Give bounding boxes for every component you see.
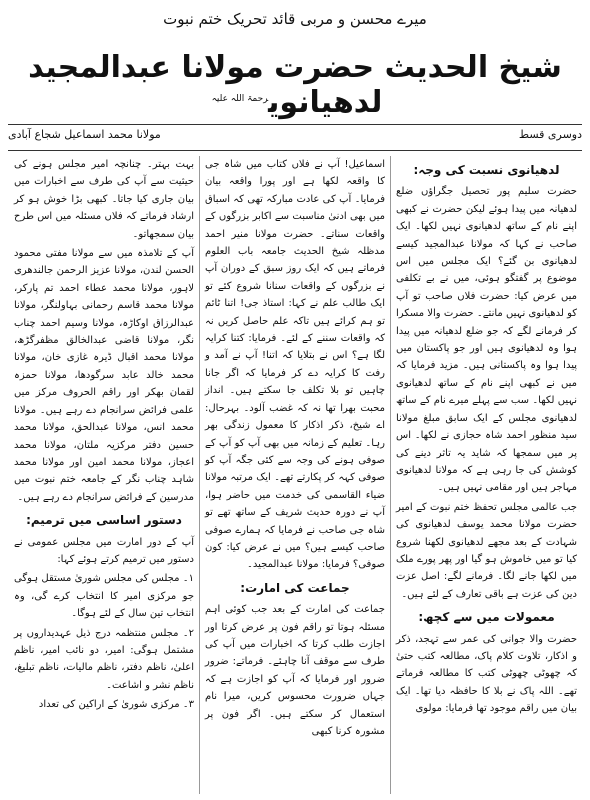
paragraph: حضرت والا جوانی کی عمر سے تہجد، ذکر و اذکار، تلاوت کلام پاک، مطالعہ کتب حتیٰ کہ چھوٹی چھوٹی کتب کا مطالعہ فرماتے تھے۔ اللہ پاک نے بلا کا حافظہ دیا تھا۔ ایک بیان میں راقم موجود تھا فرمایا: مولوی <box>396 633 577 715</box>
article-headline <box>0 50 590 120</box>
section-heading: معمولات میں سے کچھ: <box>418 610 555 625</box>
paragraph: جب عالمی مجلس تحفظ ختم نبوت کے امیر حضرت مولانا محمد یوسف لدھیانوی کی شہادت کے بعد مجھے لدھیانوی لکھنا شروع کیا تو میں خاموش ہو گیا اور پھر پورے ملک میں لکھا جانے لگا۔ فرمانے لگے: اصل عزت دین کی عزت ہے باقی تعارف کے لئے ہیں۔ <box>396 501 577 600</box>
article-body <box>8 156 582 794</box>
paragraph: ۲۔ مجلس منتظمہ درج ذیل عہدیداروں پر مشتمل ہوگی: امیر، دو نائب امیر، ناظم اعلیٰ، ناظم دفتر، ناظم مالیات، ناظم تبلیغ، ناظم نشر و اشاعت۔ <box>14 627 194 691</box>
headline-text: شیخ الحدیث حضرت مولانا عبدالمجید لدھیانوی <box>28 50 562 120</box>
paragraph: جماعت کی امارت کے بعد جب کوئی اہم مسئلہ ہوتا تو راقم فون پر عرض کرتا اور اجازت طلب کرتا کہ اخبارات میں آپ کی طرف سے موقف آنا چاہئے۔ فرماتے: ضرور ضرور اور فرمایا کہ آپ کو اجازت ہے کہ جہاں ضرورت محسوس کریں، میرا نام استعمال کر سکتے ہیں۔ اگر فون پر مشورہ کرنا کبھی <box>205 604 385 737</box>
section-heading: دستور اساسی میں ترمیم: <box>26 513 182 528</box>
paragraph: حضرت سلیم پور تحصیل جگراؤں ضلع لدھیانہ میں پیدا ہوئے لیکن حضرت نے کبھی اپنے نام کے ساتھ لدھیانوی نہیں لکھا۔ ایک صاحب نے کہا کہ مولانا عبدالمجید کیسے لدھیانوی بن گئے؟ ایک مجلس میں اس موضوع پر گفتگو ہوئی، میں نے بے تکلفی میں عرض کیا: حضرت فلاں صاحب تو آپ کو لدھیانوی نہیں مانتے۔ حضرت والا مسکرا کر فرمانے لگے کہ جو ضلع لدھیانہ میں پیدا ہوا وہ لدھیانوی ہیں اور جو پاکستان میں پیدا ہوا وہ پاکستانی ہیں۔ مزید فرمایا کہ میں نے کبھی اپنے نام کے ساتھ لدھیانوی نہیں لکھا۔ سب سے پہلے میرے نام کے ساتھ لدھیانوی مجلس کے ایک سابق مبلغ مولانا سید منظور احمد شاہ حجازی نے لکھا۔ اس پر میں سمجھا کہ شاید یہ تاثر دینے کی کوشش کی جا رہی ہے کہ مولانا لدھیانوی مہاجر ہیں اور مقامی نہیں ہیں۔ <box>396 186 577 494</box>
byline-row <box>8 128 582 146</box>
paragraph: ۳۔ مرکزی شوریٰ کے اراکین کی تعداد <box>38 699 194 711</box>
article-header <box>0 0 590 141</box>
column-3 <box>9 156 200 794</box>
paragraph: آپ کے تلامذہ میں سے مولانا مفتی محمود الحسن لندن، مولانا عزیز الرحمن جالندھری لاہور، مولانا محمد عطاء احمد تم پارکر، مولانا محمد قاسم رحمانی بہاولنگر، مولانا عبدالرزاق اوکاڑہ، مولانا وسیم احمد چناب نگر، مولانا قاضی عبدالخالق مظفرگڑھ، مولانا محمد اقبال ڈیرہ غازی خان، مولانا محمد خالد عابد سرگودھا، مولانا حمزہ لقمان بھکر اور راقم الحروف مرکز میں علمی فرائض سرانجام دے رہے ہیں۔ مولانا محمد انس، مولانا عبدالحق، مولانا محمد حسین دفتر مرکزیہ ملتان، مولانا محمد اعجاز، مولانا محمد امین اور مولانا محمد شاہد چناب نگر کے جامعہ ختم نبوت میں مدرسین کے فرائض سرانجام دے رہے ہیں۔ <box>14 248 194 503</box>
paragraph: ۱۔ مجلس کی مجلس شوریٰ مستقل ہوگی جو مرکزی امیر کا انتخاب کرے گی، وہ انتخاب تین سال کے لئے ہوگا۔ <box>14 573 194 620</box>
paragraph: اسماعیل! آپ نے فلاں کتاب میں شاہ جی کا واقعہ لکھا ہے اور پورا واقعہ بیان فرمایا۔ آپ کی عادت مبارکہ تھی کہ اسباق میں بھی ادنیٰ مناسبت سے اکابر بزرگوں کے واقعات سناتے۔ حضرت مولانا منیر احمد مدظلہ شیخ الحدیث جامعہ باب العلوم فرماتے ہیں کہ ایک روز سبق کے دوران آپ نے بزرگوں کے واقعات سنانا شروع کئے تو ایک طالب علم نے کہا: استاذ جی! اتنا ٹائم تو ہم کرائے ہیں تاکہ علم حاصل کریں نہ کہ واقعات سننے کے لئے۔ فرمایا: کتنا کرایہ لگا ہے؟ اس نے بتلایا کہ اتنا! آپ نے آمد و رفت کا کرایہ دے کر فرمایا کہ اگر جانا چاہیں تو بلا تکلف جا سکتے ہیں۔ انداز محبت بھرا تھا نہ کہ غضب آلود۔ بہرحال: اے شیخ، ذکر اذکار کا معمول زندگی بھر رہا۔ تعلیم کے زمانہ میں بھی آپ کو آپ کے صوفی ہونے کی وجہ سے کئی جگہ آپ کو صوفی کہہ کر پکارتے تھے۔ ایک مرتبہ مولانا ضیاء القاسمی کی خدمت میں حاضر ہوا، آپ نے دورہ حدیث شریف کے ساتھ تھے تو شاہ جی صاحب نے فرمایا کہ ہمارے صوفی صاحب کیسے ہیں؟ میں نے عرض کیا: کون صوفی؟ فرمایا: مولانا عبدالمجید۔ <box>205 159 385 571</box>
paragraph: آپ کے دور امارت میں مجلس عمومی نے دستور میں ترمیم کرتے ہوئے کہا: <box>14 536 194 565</box>
paragraph: بہت بہتر۔ چنانچہ امیر مجلس ہونے کی حیثیت سے آپ کی طرف سے اخبارات میں بیان جاری کیا جاتا۔ کبھی بڑا خوش ہو کر ارشاد فرماتے کہ فلاں مسئلہ میں اس طرح بیان سمجھاتو۔ <box>14 159 194 240</box>
header-divider <box>8 124 582 125</box>
author-name: مولانا محمد اسماعیل شجاع آبادی <box>8 128 161 141</box>
section-heading: لدھیانوی نسبت کی وجہ: <box>413 163 560 177</box>
installment-label: دوسری قسط <box>518 128 582 141</box>
column-2 <box>200 156 391 794</box>
article-kicker: میرے محسن و مربی قائد تحریک ختم نبوت <box>163 10 427 28</box>
column-1 <box>391 156 582 794</box>
section-heading: جماعت کی امارت: <box>240 580 350 595</box>
honorific-mark: رحمۃ اللہ علیہ <box>211 94 269 104</box>
byline-divider <box>8 150 582 151</box>
